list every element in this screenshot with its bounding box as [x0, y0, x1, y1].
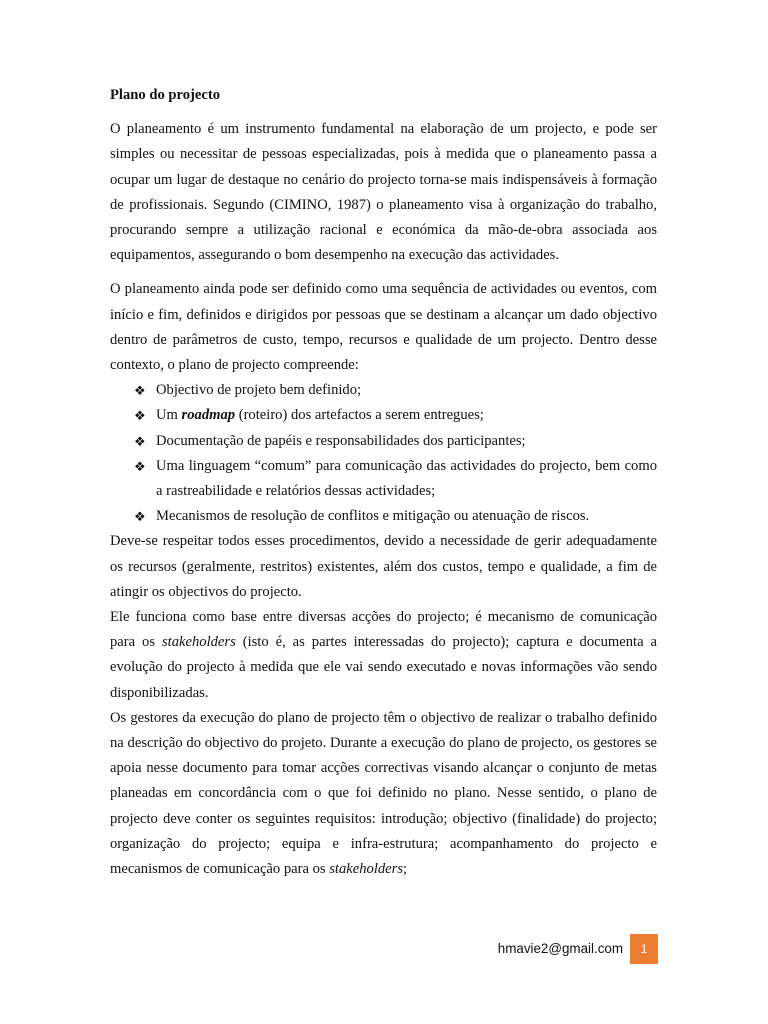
- diamond-bullet-icon: ❖: [134, 408, 146, 424]
- list-item: [110, 454, 657, 504]
- list-item-text: Objectivo de projeto bem definido;: [156, 382, 362, 399]
- diamond-bullet-icon: ❖: [134, 383, 146, 399]
- diamond-bullet-icon: ❖: [134, 509, 146, 525]
- paragraph-funciona: [110, 605, 657, 706]
- paragraph-text: ;: [403, 861, 408, 878]
- list-item: [110, 504, 657, 529]
- list-item-text: Uma linguagem “comum” para comunicação das actividades do projecto, bem como a rastreabilidade e relatórios dessas actividades;: [156, 457, 657, 500]
- list-item: [110, 429, 657, 454]
- list-item-text: Documentação de papéis e responsabilidades dos participantes;: [156, 432, 526, 449]
- diamond-bullet-icon: ❖: [134, 433, 146, 449]
- paragraph-text: Ele funciona como base entre diversas acções do projecto; é mecanismo de comunicação para os: [110, 609, 657, 651]
- diamond-bullet-icon: ❖: [134, 458, 146, 474]
- paragraph-text: Os gestores da execução do plano de projecto têm o objectivo de realizar o trabalho definido na descrição do objectivo do projeto. Durante a execução do plano de projecto, os gestores se apoia nesse documento para tomar acções correctivas visando alcançar o conjunto de metas planeadas em concordância com o que foi definido no plano. Nesse sentido, o plano de projecto deve conter os seguintes requisitos: introdução; objectivo (finalidade) do projecto; organização do projecto; equipa e infra-estrutura; acompanhamento do projecto e mecanismos de comunicação para os: [110, 709, 657, 878]
- document-body: [110, 83, 657, 882]
- paragraph-procedimentos: Deve-se respeitar todos esses procedimentos, devido a necessidade de gerir adequadamente os recursos (geralmente, restritos) existentes, além dos custos, tempo e qualidade, a fim de atingir os objectivos do projecto.: [110, 533, 657, 600]
- paragraph-gestores: [110, 706, 657, 882]
- stakeholders-term: stakeholders: [329, 861, 404, 878]
- list-item: [110, 378, 657, 403]
- paragraph-planeamento: O planeamento é um instrumento fundamental na elaboração de um projecto, e pode ser simples ou necessitar de pessoas especializadas, pois à medida que o planeamento passa a ocupar um lugar de destaque no cenário do projecto torna-se mais indispensáveis à formação de profissionais. Segundo (CIMINO, 1987) o planeamento visa à organização do trabalho, procurando sempre a utilização racional e económica da mão-de-obra associada aos equipamentos, assegurando o bom desempenho na execução das actividades.: [110, 121, 657, 264]
- list-item: [110, 403, 657, 428]
- paragraph-definicao: O planeamento ainda pode ser definido como uma sequência de actividades ou eventos, com início e fim, definidos e dirigidos por pessoas que se destinam a alcançar um dado objectivo dentro de parâmetros de custo, tempo, recursos e qualidade de um projecto. Dentro desse contexto, o plano de projecto compreende:: [110, 281, 657, 374]
- list-item-text-post: (roteiro) dos artefactos a serem entregues;: [235, 407, 484, 424]
- plan-components-list: [110, 378, 657, 529]
- footer-email: hmavie2@gmail.com: [497, 941, 623, 956]
- paragraph-text: (isto é, as partes interessadas do projecto); captura e documenta a evolução do projecto à medida que ele vai sendo executado e novas informações vão sendo disponibilizadas.: [110, 634, 657, 701]
- list-item-text: Mecanismos de resolução de conflitos e mitigação ou atenuação de riscos.: [156, 508, 590, 525]
- roadmap-term: roadmap: [181, 407, 236, 424]
- list-item-text-pre: Um: [156, 407, 182, 424]
- stakeholders-term: stakeholders: [161, 634, 236, 651]
- list-item-text: [156, 407, 484, 423]
- section-heading: Plano do projecto: [110, 87, 220, 103]
- page-number-badge: 1: [630, 934, 658, 964]
